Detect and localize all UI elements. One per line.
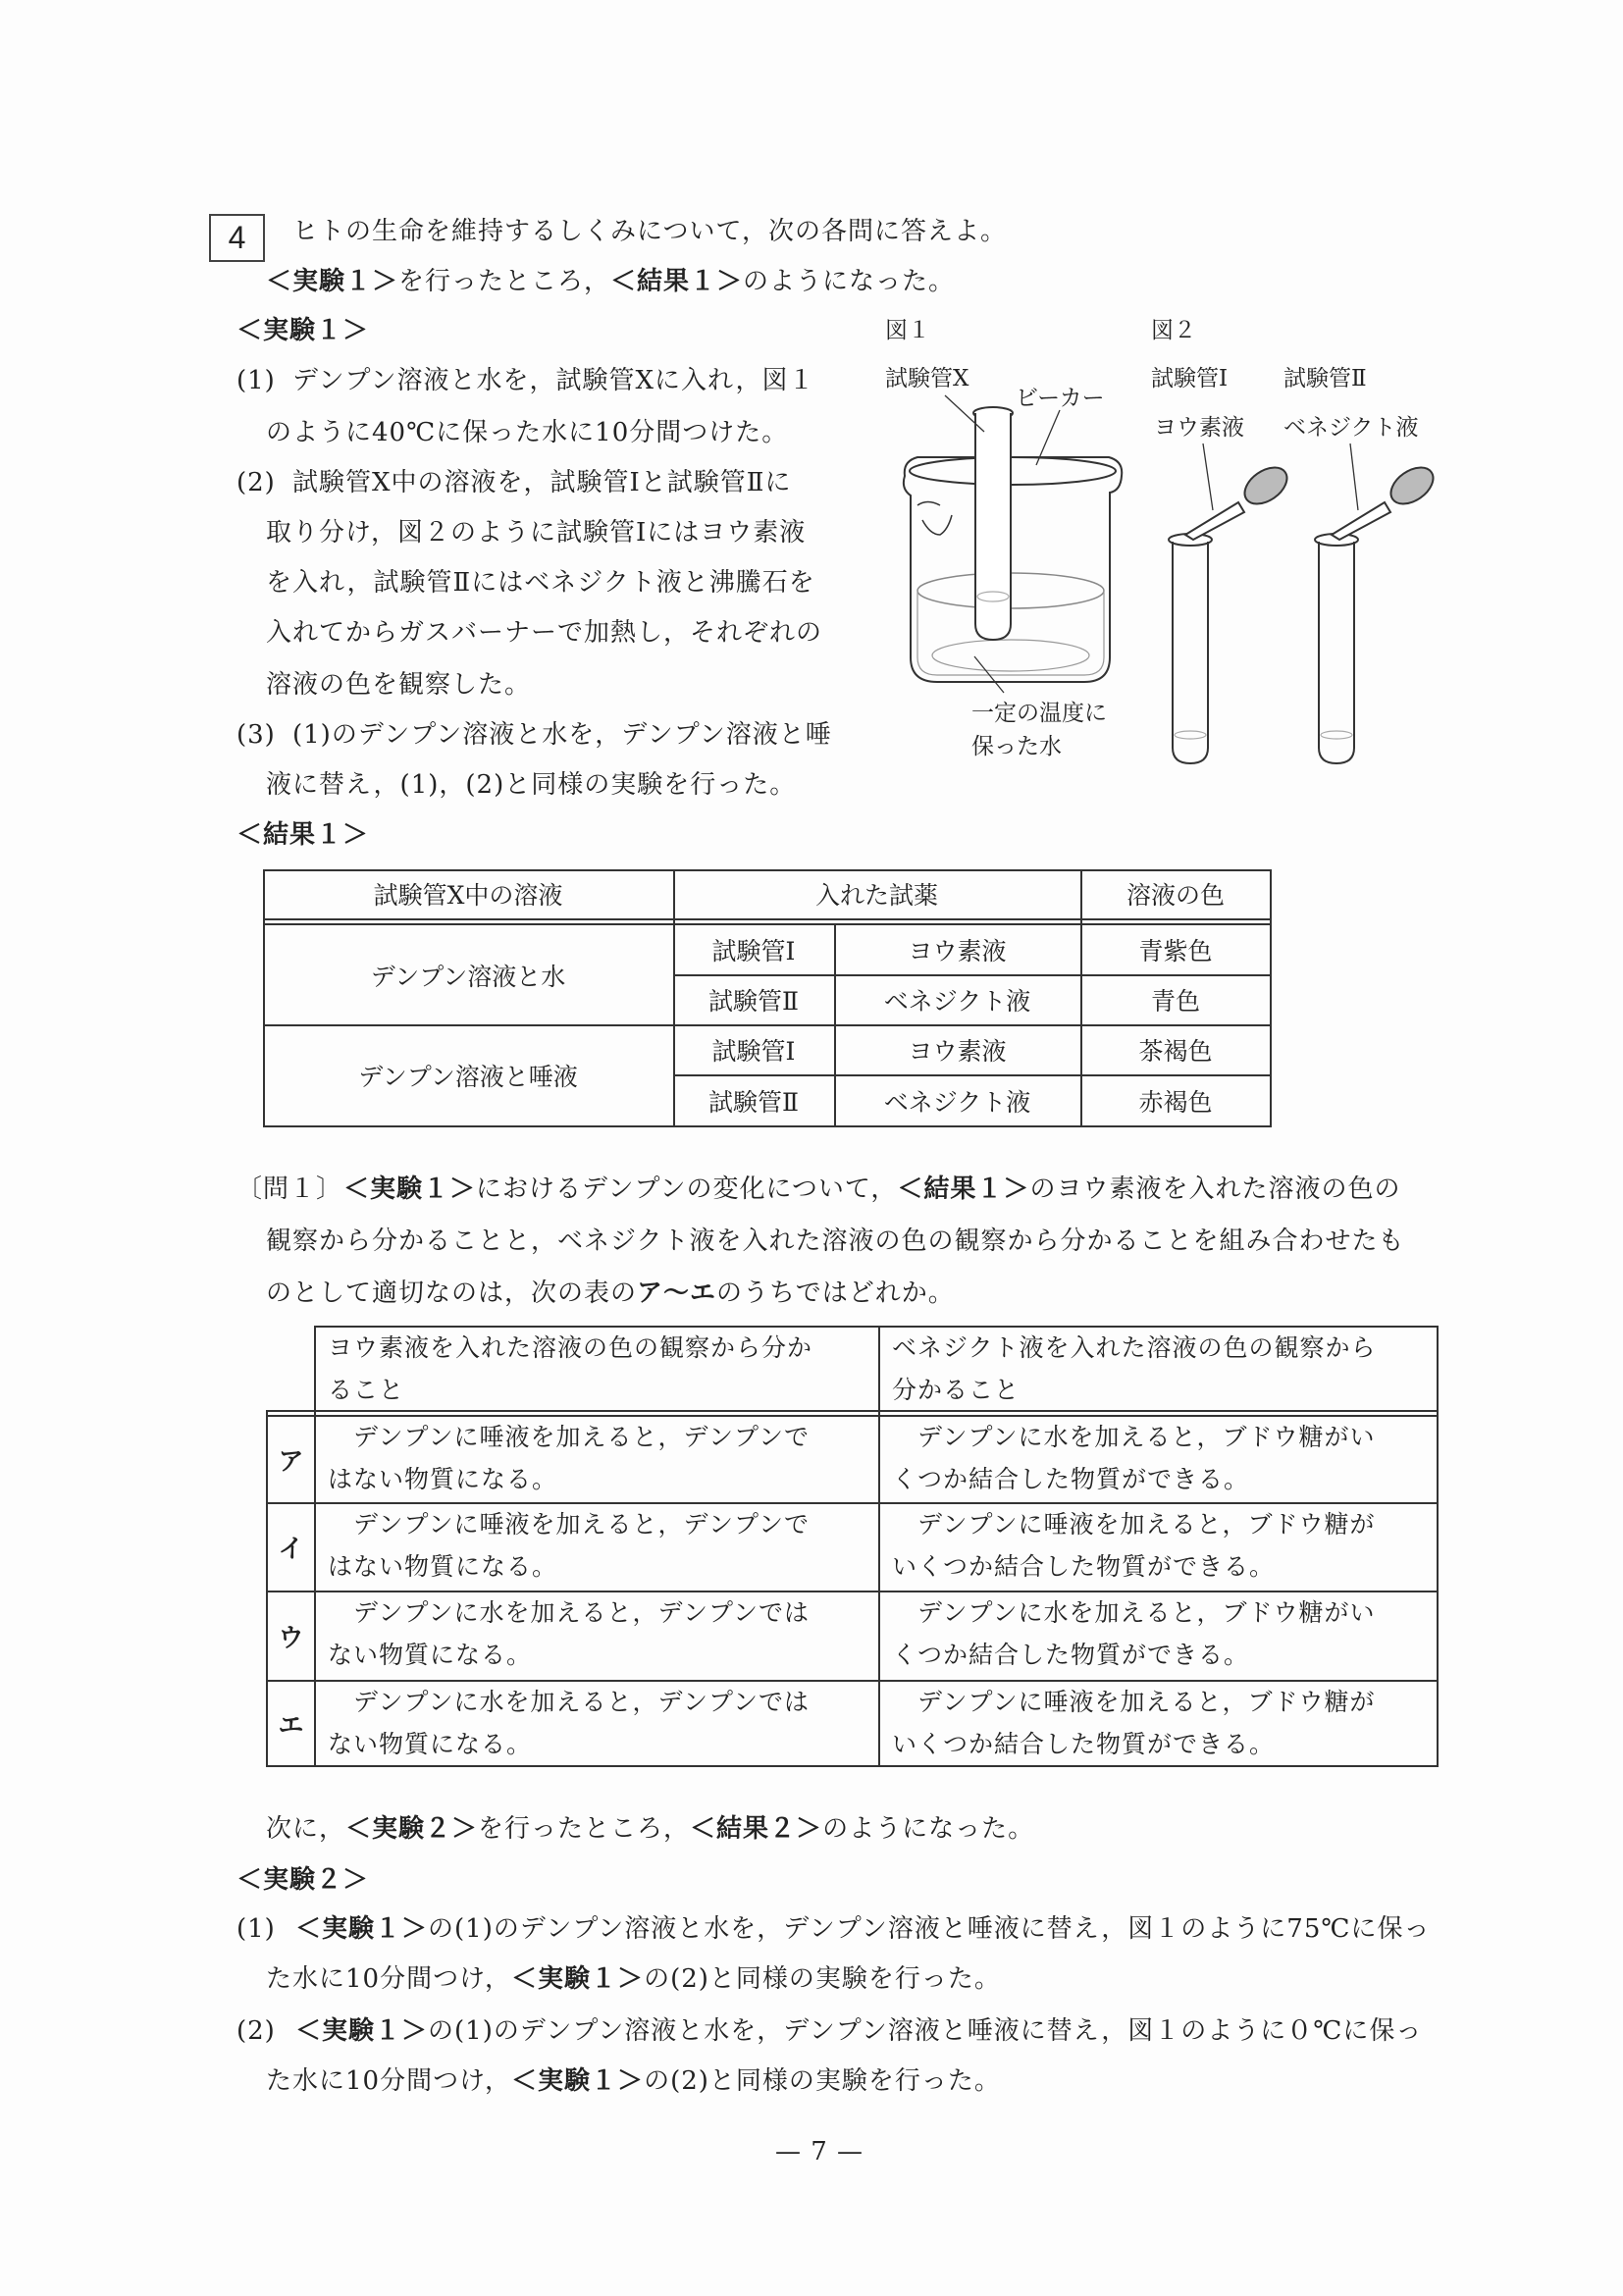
bold-reference: ＜実験２＞ (345, 1814, 479, 1844)
text-segment: の(2)と同様の実験を行った。 (644, 2066, 1001, 2096)
test-tube-1-illustration (1169, 534, 1212, 763)
beaker-illustration (904, 457, 1122, 682)
text-segment: の(2)と同様の実験を行った。 (644, 1964, 1001, 1994)
bold-reference: ＜実験１＞ (236, 316, 370, 345)
step-number: (3) (236, 720, 276, 750)
bold-reference: ア～エ (637, 1278, 717, 1308)
step-line (295, 2015, 1422, 2047)
iodine-cell (316, 1592, 810, 1676)
cell-line: デンプンに唾液を加えると，ブドウ糖が (892, 1688, 1376, 1716)
bold-reference: ＜結果１＞ (236, 820, 370, 850)
iodine-cell (316, 1416, 810, 1500)
header-line: ヨウ素液を入れた溶液の色の観察から分か (328, 1333, 813, 1362)
cell-line: ない物質になる。 (328, 1641, 533, 1669)
choice-label: エ (278, 1710, 304, 1741)
question1-line (343, 1174, 1400, 1205)
table-header: 溶液の色 (1126, 881, 1225, 910)
table-header: 入れた試薬 (814, 881, 938, 910)
bold-reference: ＜実験１＞ (511, 2066, 645, 2096)
tube-cell: 試験管Ⅱ (708, 987, 799, 1016)
solution-cell: デンプン溶液と唾液 (358, 1063, 578, 1091)
cell-line: ない物質になる。 (328, 1730, 533, 1758)
step-number: (1) (236, 366, 276, 395)
cell-line: デンプンに唾液を加えると，ブドウ糖が (892, 1510, 1376, 1539)
figure-drawings (0, 0, 1623, 883)
step-number: (1) (236, 1914, 276, 1944)
cell-line: デンプンに水を加えると，デンプンでは (328, 1688, 811, 1716)
question1-label: 〔問１〕 (236, 1174, 343, 1204)
header-line: ること (328, 1376, 405, 1404)
text-segment: のうちではどれか。 (716, 1278, 955, 1308)
text-segment: のように40℃に保った水に10分間つけた。 (266, 418, 789, 447)
choice-label: ウ (278, 1623, 304, 1653)
step-number: (2) (236, 2016, 276, 2046)
text-segment: を行ったところ， (478, 1814, 691, 1844)
header-line: 分かること (892, 1376, 1021, 1404)
step-line (266, 1963, 1001, 1995)
benedict-cell (880, 1416, 1376, 1500)
color-cell: 青紫色 (1138, 937, 1213, 965)
figure1-label-water: 一定の温度に (971, 701, 1107, 726)
text-segment: デンプン溶液と水を，試験管Xに入れ，図１ (292, 366, 815, 395)
bold-reference: ＜結果１＞ (610, 267, 744, 296)
bold-reference: ＜実験１＞ (295, 1914, 429, 1944)
text-segment: 次に， (266, 1814, 346, 1844)
header-line: ベネジクト液を入れた溶液の色の観察から (892, 1333, 1377, 1362)
reagent-cell: ベネジクト液 (883, 1087, 1031, 1117)
text-segment: 観察から分かることと，ベネジクト液を入れた溶液の色の観察から分かることを組み合わせたも (266, 1226, 1405, 1256)
tube-cell: 試験管Ⅱ (708, 1087, 799, 1117)
text-segment: のヨウ素液を入れた溶液の色の (1029, 1174, 1401, 1204)
cell-line: いくつか結合した物質ができる。 (892, 1730, 1276, 1758)
table-header (880, 1327, 1377, 1411)
figure2-label-reagent1: ヨウ素液 (1154, 415, 1244, 441)
cell-line: くつか結合した物質ができる。 (892, 1641, 1250, 1669)
figure1-label-tube: 試験管X (885, 366, 969, 391)
table-header (316, 1327, 812, 1411)
cell-line: はない物質になる。 (328, 1552, 558, 1581)
text-segment: (1)のデンプン溶液と水を，デンプン溶液と唾 (292, 720, 832, 750)
reagent-cell: ヨウ素液 (908, 937, 1007, 965)
benedict-cell (880, 1681, 1376, 1765)
figure2-title: 図２ (1151, 318, 1196, 343)
step-number: (2) (236, 468, 276, 497)
bold-reference: ＜実験２＞ (236, 1865, 370, 1895)
text-segment: 試験管X中の溶液を，試験管Ⅰと試験管Ⅱに (292, 468, 792, 497)
experiment2-heading (236, 1864, 369, 1896)
question1-line (266, 1278, 955, 1309)
text-segment: 入れてからガスバーナーで加熱し，それぞれの (266, 618, 823, 648)
text-segment: ヒトの生命を維持するしくみについて，次の各問に答えよ。 (292, 217, 1007, 246)
figure2-label-tube2: 試験管Ⅱ (1283, 366, 1367, 391)
solution-cell: デンプン溶液と水 (370, 962, 566, 991)
figure2-label-reagent2: ベネジクト液 (1283, 415, 1419, 441)
tube-cell: 試験管Ⅰ (711, 1037, 796, 1066)
bold-reference: ＜実験１＞ (266, 267, 399, 296)
cell-line: はない物質になる。 (328, 1465, 558, 1493)
result1-heading (236, 819, 369, 851)
cell-line: デンプンに水を加えると，ブドウ糖がい (892, 1423, 1376, 1451)
cell-line: いくつか結合した物質ができる。 (892, 1552, 1276, 1581)
figure1-label-water: 保った水 (971, 734, 1062, 759)
dropper-1-illustration (1185, 460, 1293, 540)
color-cell: 赤褐色 (1138, 1087, 1213, 1117)
test-tube-x-illustration (973, 407, 1013, 640)
bold-reference: ＜実験１＞ (343, 1174, 477, 1204)
tube-cell: 試験管Ⅰ (711, 937, 796, 965)
text-segment: た水に10分間つけ， (266, 1964, 512, 1994)
cell-line: くつか結合した物質ができる。 (892, 1465, 1250, 1493)
bold-reference: ＜結果１＞ (897, 1174, 1030, 1204)
cell-line: デンプンに唾液を加えると，デンプンで (328, 1423, 811, 1451)
cell-line: デンプンに唾液を加えると，デンプンで (328, 1510, 811, 1539)
color-cell: 青色 (1150, 987, 1200, 1016)
text-segment: におけるデンプンの変化について， (476, 1174, 898, 1204)
figure2-label-tube1: 試験管Ⅰ (1151, 366, 1229, 391)
text-segment: を入れ，試験管Ⅱにはベネジクト液と沸騰石を (266, 568, 815, 598)
cell-line: デンプンに水を加えると，ブドウ糖がい (892, 1598, 1376, 1627)
text-segment: のとして適切なのは，次の表の (266, 1278, 638, 1308)
step-line (266, 2065, 1001, 2097)
choice-label: イ (278, 1535, 304, 1564)
choice-label: ア (278, 1446, 304, 1477)
step-line (295, 1913, 1430, 1945)
figure1-label-beaker: ビーカー (1016, 386, 1105, 411)
test-tube-2-illustration (1315, 534, 1358, 763)
table-header: 試験管X中の溶液 (373, 881, 563, 910)
bold-reference: ＜実験１＞ (511, 1964, 645, 1994)
iodine-cell (316, 1681, 810, 1765)
benedict-cell (880, 1592, 1376, 1676)
color-cell: 茶褐色 (1138, 1037, 1213, 1066)
text-segment: のようになった。 (822, 1814, 1035, 1844)
text-segment: の(1)のデンプン溶液と水を，デンプン溶液と唾液に替え，図１のように０℃に保っ (428, 2016, 1423, 2046)
bold-reference: ＜結果２＞ (690, 1814, 823, 1844)
text-segment: の(1)のデンプン溶液と水を，デンプン溶液と唾液に替え，図１のように75℃に保っ (428, 1914, 1431, 1944)
text-segment: 液に替え，(1)，(2)と同様の実験を行った。 (266, 770, 797, 800)
question1-line (266, 1226, 1404, 1257)
benedict-cell (880, 1503, 1376, 1588)
reagent-cell: ベネジクト液 (883, 987, 1031, 1016)
next-line (266, 1813, 1034, 1845)
reagent-cell: ヨウ素液 (908, 1037, 1007, 1066)
bold-reference: ＜実験１＞ (295, 2016, 429, 2046)
text-segment: 溶液の色を観察した。 (266, 670, 532, 700)
text-segment: た水に10分間つけ， (266, 2066, 512, 2096)
text-segment: を行ったところ， (398, 267, 611, 296)
text-segment: のようになった。 (743, 267, 956, 296)
figure1-title: 図１ (885, 318, 930, 343)
problem-number-box: 4 (209, 214, 265, 262)
page-number: — 7 — (774, 2137, 864, 2166)
dropper-2-illustration (1332, 460, 1440, 540)
iodine-cell (316, 1503, 810, 1588)
text-segment: 取り分け，図２のように試験管Ⅰにはヨウ素液 (266, 518, 807, 548)
cell-line: デンプンに水を加えると，デンプンでは (328, 1598, 811, 1627)
